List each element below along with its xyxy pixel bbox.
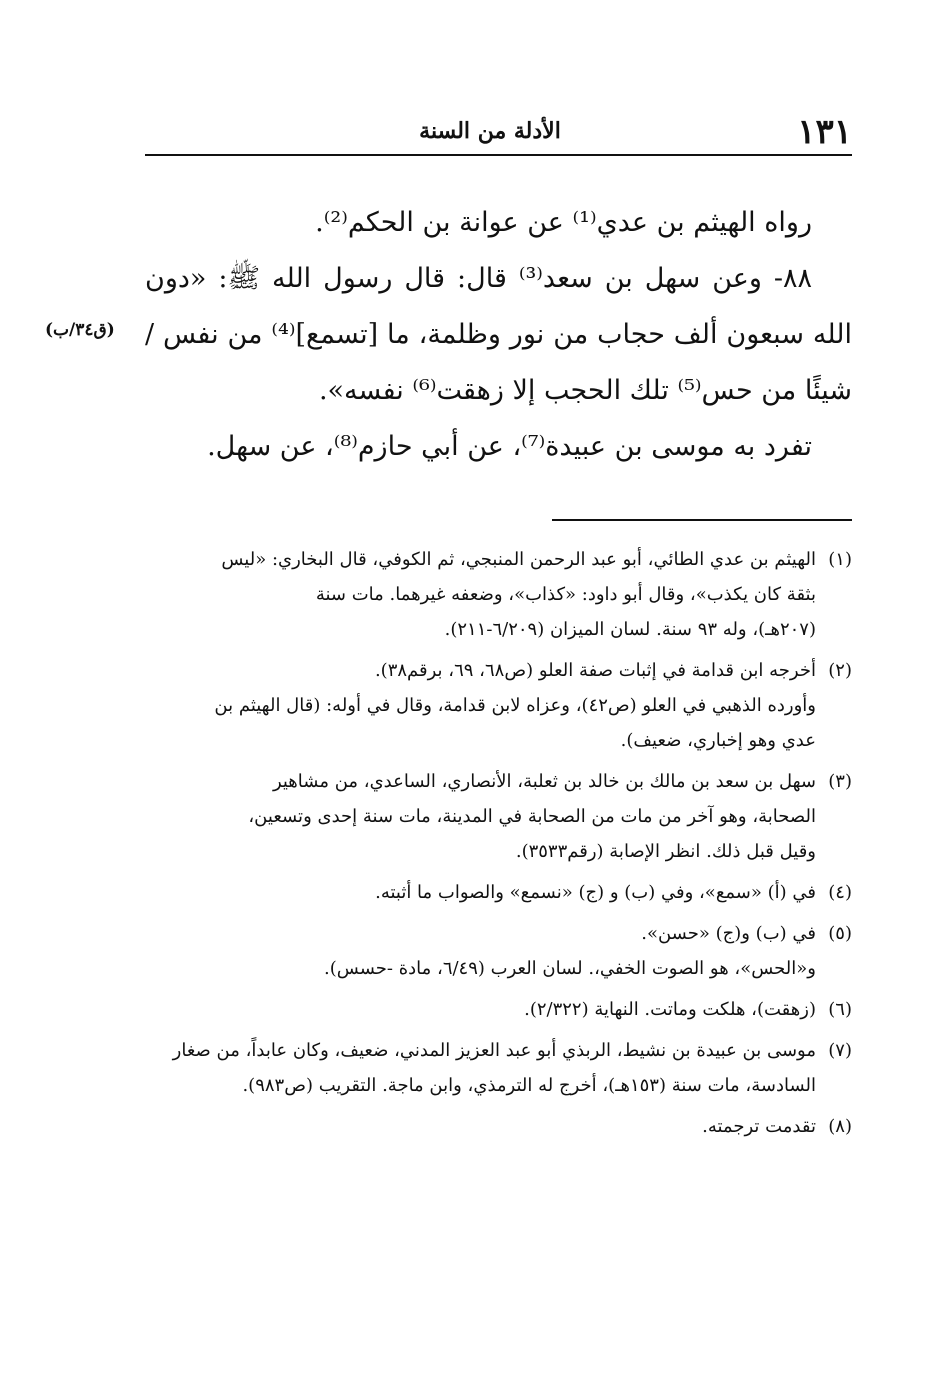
paragraph-3: تفرد به موسى بن عبيدة⁽⁷⁾، عن أبي حازم⁽⁸⁾، عن سهل. (207, 431, 812, 462)
footnote-4 (140, 875, 852, 910)
footnote-3 (140, 764, 852, 869)
footnote-separator (552, 519, 852, 521)
footnote-line: وقيل قبل ذلك. انظر الإصابة (رقم٣٥٣٣). (515, 841, 816, 862)
running-title: الأدلة من السنة (419, 118, 561, 144)
footnote-number: (١) (828, 549, 852, 570)
footnote-1 (140, 542, 852, 647)
footnote-line: الصحابة، وهو آخر من مات من الصحابة في المدينة، مات سنة إحدى وتسعين، (248, 806, 816, 827)
footnote-line: عدي وهو إخباري، ضعيف). (620, 730, 816, 751)
paragraph-1: رواه الهيثم بن عدي⁽¹⁾ عن عوانة بن الحكم⁽²⁾. (315, 207, 812, 238)
manuscript-folio-note: (ق٣٤/ب) (45, 320, 115, 340)
footnote-line: وأورده الذهبي في العلو (ص٤٢)، وعزاه لابن قدامة، وقال في أوله: (قال الهيثم بن (214, 695, 816, 716)
footnote-6 (140, 992, 852, 1027)
footnote-number: (٦) (828, 999, 852, 1020)
footnote-line: و«الحس»، هو الصوت الخفي،. لسان العرب (٦/٤٩، مادة -حسس). (324, 958, 816, 979)
footnote-line: أخرجه ابن قدامة في إثبات صفة العلو (ص٦٨، ٦٩، برقم٣٨). (374, 660, 816, 681)
footnote-2 (140, 653, 852, 758)
footnotes (140, 542, 852, 1150)
footnote-number: (٣) (828, 771, 852, 792)
footnote-number: (٤) (828, 882, 852, 903)
footnote-5 (140, 916, 852, 986)
footnote-line: في (ب) و(ج) «حسن». (641, 923, 816, 944)
footnote-number: (٥) (828, 923, 852, 944)
page-number: ١٣١ (797, 112, 852, 152)
footnote-line: (زهقت)، هلكت وماتت. النهاية (٢/٣٢٢). (524, 999, 816, 1020)
footnote-number: (٢) (828, 660, 852, 681)
footnote-line: موسى بن عبيدة بن نشيط، الربذي أبو عبد العزيز المدني، ضعيف، وكان عابداً، من صغار (172, 1040, 816, 1061)
footnote-line: (٢٠٧هـ)، وله ٩٣ سنة. لسان الميزان (٦/٢٠٩-٢١١). (444, 619, 816, 640)
footnote-line: تقدمت ترجمته. (702, 1116, 816, 1137)
footnote-number: (٧) (828, 1040, 852, 1061)
footnote-line: السادسة، مات سنة (١٥٣هـ)، أخرج له الترمذي، وابن ماجة. التقريب (ص٩٨٣). (242, 1075, 816, 1096)
hadith-88: ٨٨- وعن سهل بن سعد⁽³⁾ قال: قال رسول الله ﷺ: «دون الله سبعون ألف حجاب من نور وظلمة، ما [تسمع]⁽⁴⁾ من نفس / شيئًا من حس⁽⁵⁾ تلك الحجب إلا زهقت⁽⁶⁾ نفسه». (145, 263, 852, 406)
footnote-8 (140, 1109, 852, 1144)
footnote-line: سهل بن سعد بن مالك بن خالد بن ثعلبة، الأنصاري، الساعدي، من مشاهير (272, 771, 816, 792)
footnote-line: الهيثم بن عدي الطائي، أبو عبد الرحمن المنبجي، ثم الكوفي، قال البخاري: «ليس (221, 549, 816, 570)
footnote-line: في (أ) «سمع»، وفي (ب) و (ج) «نسمع» والصواب ما أثبته. (375, 882, 816, 903)
footnote-number: (٨) (828, 1116, 852, 1137)
footnote-line: بثقة كان يكذب»، وقال أبو داود: «كذاب»، وضعفه غيرهما. مات سنة (315, 584, 816, 605)
main-text (145, 195, 852, 475)
page-header (145, 112, 852, 156)
footnote-7 (140, 1033, 852, 1103)
